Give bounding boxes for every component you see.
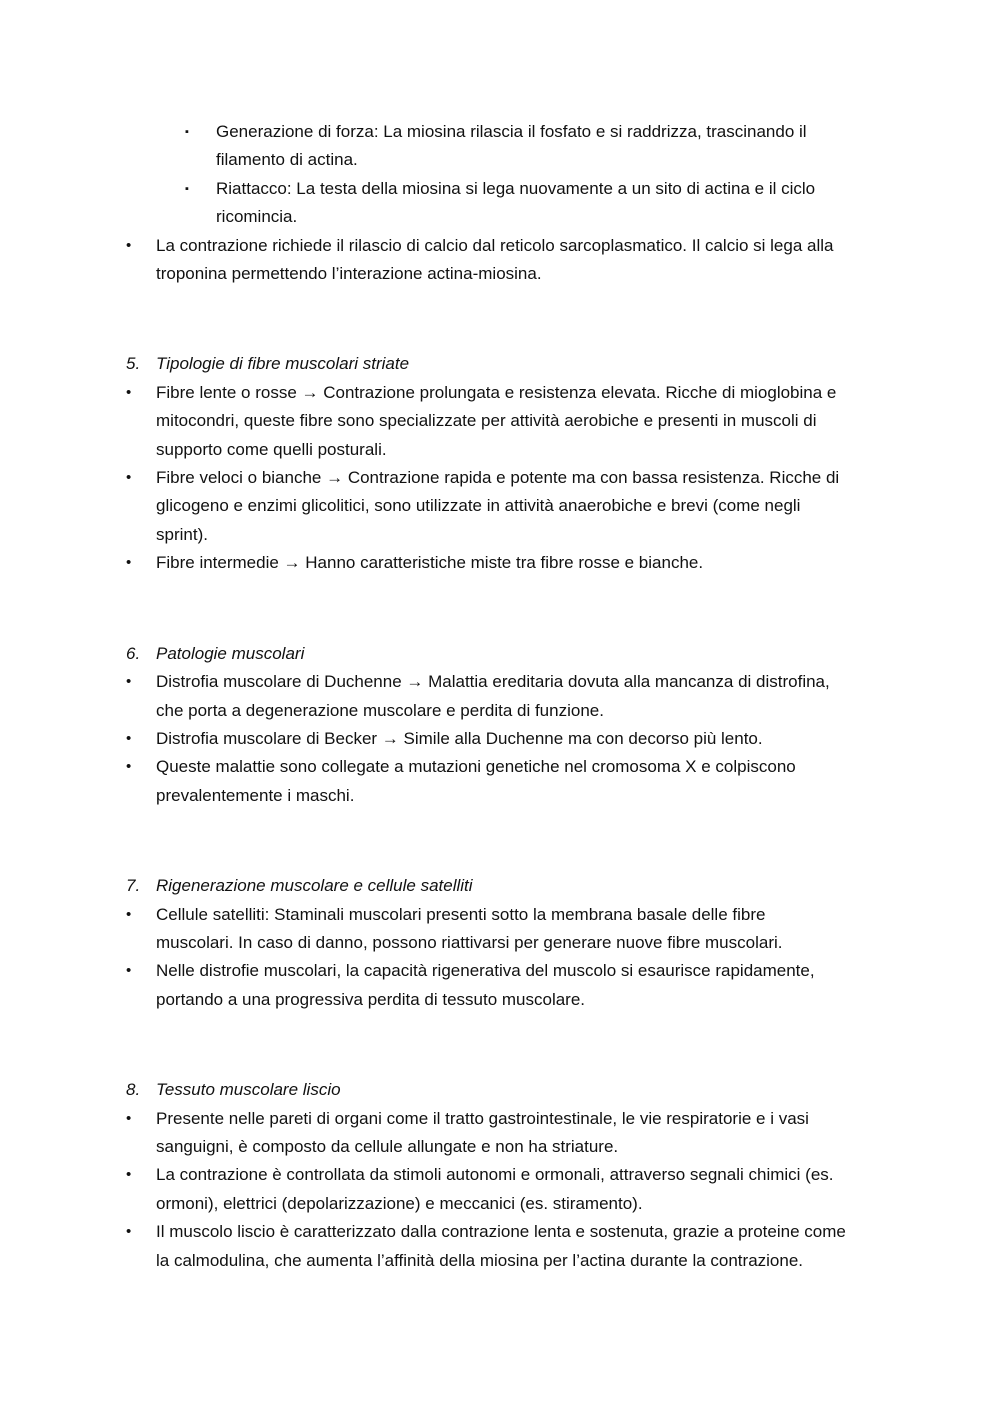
list-item-text: prevalentemente i maschi. (156, 785, 355, 805)
list-item (0, 1105, 1000, 1162)
list-item-text: Distrofia muscolare di Becker → Simile alla Duchenne ma con decorso più lento. (156, 728, 763, 748)
section-title: Tessuto muscolare liscio (156, 1080, 341, 1100)
bullet-icon: • (126, 729, 132, 747)
bullet-icon: • (126, 962, 132, 980)
list-item-text: ricomincia. (216, 207, 298, 227)
list-item (0, 668, 1000, 725)
list-item-text: La contrazione è controllata da stimoli autonomi e ormonali, attraverso segnali chimici (es. (156, 1165, 834, 1185)
list-item-text: Distrofia muscolare di Duchenne → Malattia ereditaria dovuta alla mancanza di distrofina, (156, 672, 830, 692)
list-item-text: Presente nelle pareti di organi come il tratto gastrointestinale, le vie respiratorie e i vasi (156, 1108, 809, 1128)
section-spacer (0, 578, 1000, 640)
list-item-text: che porta a degenerazione muscolare e perdita di funzione. (156, 700, 604, 720)
bullet-icon: • (126, 469, 132, 487)
section-heading (0, 872, 1000, 900)
list-item (0, 549, 1000, 577)
section-6 (0, 640, 1000, 810)
section-heading (0, 350, 1000, 378)
bullet-icon: • (126, 1109, 132, 1127)
section-spacer (0, 288, 1000, 350)
list-item (0, 753, 1000, 810)
bullet-icon: • (126, 236, 132, 254)
intro-block (0, 118, 1000, 288)
section-5 (0, 350, 1000, 577)
list-item-text: Queste malattie sono collegate a mutazioni genetiche nel cromosoma X e colpiscono (156, 757, 796, 777)
section-number: 8. (126, 1080, 141, 1100)
section-spacer (0, 810, 1000, 872)
list-item-text: la calmodulina, che aumenta l’affinità della miosina per l’actina durante la contrazione. (156, 1250, 804, 1270)
bullet-icon: • (126, 905, 132, 923)
list-item-text: portando a una progressiva perdita di tessuto muscolare. (156, 989, 586, 1009)
sub-list-item (0, 175, 1000, 232)
section-title: Patologie muscolari (156, 643, 305, 663)
list-item-text: Fibre intermedie → Hanno caratteristiche miste tra fibre rosse e bianche. (156, 553, 704, 573)
list-item (0, 1161, 1000, 1218)
section-spacer (0, 1014, 1000, 1076)
list-item-text: mitocondri, queste fibre sono specializzate per attività aerobiche e presenti in muscoli di (156, 411, 817, 431)
list-item (0, 1218, 1000, 1275)
list-item-text: Fibre lente o rosse → Contrazione prolungata e resistenza elevata. Ricche di mioglobina e (156, 382, 837, 402)
list-item (0, 379, 1000, 464)
bullet-icon: • (126, 1223, 132, 1241)
list-item-text: supporto come quelli posturali. (156, 439, 387, 459)
list-item-text: Generazione di forza: La miosina rilascia il fosfato e si raddrizza, trascinando il (216, 122, 807, 141)
list-item-text: Il muscolo liscio è caratterizzato dalla contrazione lenta e sostenuta, grazie a proteine come (156, 1222, 846, 1242)
list-item-text: sprint). (156, 524, 208, 544)
bullet-icon: • (126, 383, 132, 401)
section-number: 7. (126, 876, 141, 896)
bullet-icon: • (126, 554, 132, 572)
bullet-icon: • (126, 1166, 132, 1184)
section-7 (0, 872, 1000, 1014)
section-8 (0, 1076, 1000, 1275)
section-number: 5. (126, 354, 141, 374)
list-item-text: troponina permettendo l’interazione actina-miosina. (156, 264, 542, 284)
square-bullet-icon: ▪ (185, 182, 189, 195)
bullet-icon: • (126, 673, 132, 691)
section-title: Tipologie di fibre muscolari striate (156, 354, 410, 374)
section-heading (0, 1076, 1000, 1104)
list-item (0, 232, 1000, 289)
list-item-text: ormoni), elettrici (depolarizzazione) e meccanici (es. stiramento). (156, 1193, 643, 1213)
list-item-text: La contrazione richiede il rilascio di calcio dal reticolo sarcoplasmatico. Il calcio si lega alla (156, 235, 834, 255)
list-item-text: muscolari. In caso di danno, possono riattivarsi per generare nuove fibre muscolari. (156, 932, 783, 952)
list-item-text: glicogeno e enzimi glicolitici, sono utilizzate in attività anaerobiche e brevi (come negli (156, 496, 801, 516)
list-item (0, 901, 1000, 958)
list-item (0, 725, 1000, 753)
document-content (0, 118, 1000, 1275)
list-item-text: Nelle distrofie muscolari, la capacità rigenerativa del muscolo si esaurisce rapidamente, (156, 961, 815, 981)
section-number: 6. (126, 643, 141, 663)
bullet-icon: • (126, 758, 132, 776)
list-item (0, 464, 1000, 549)
list-item-text: Cellule satelliti: Staminali muscolari presenti sotto la membrana basale delle fibre (156, 904, 766, 924)
list-item-text: Riattacco: La testa della miosina si lega nuovamente a un sito di actina e il ciclo (216, 178, 816, 198)
section-heading (0, 640, 1000, 668)
section-title: Rigenerazione muscolare e cellule satelliti (156, 876, 473, 896)
list-item-text: sanguigni, è composto da cellule allungate e non ha striature. (156, 1136, 619, 1156)
list-item (0, 957, 1000, 1014)
square-bullet-icon: ▪ (185, 126, 189, 138)
list-item-text: filamento di actina. (216, 150, 358, 170)
list-item-text: Fibre veloci o bianche → Contrazione rapida e potente ma con bassa resistenza. Ricche di (156, 468, 840, 488)
sub-list-item (0, 118, 1000, 175)
